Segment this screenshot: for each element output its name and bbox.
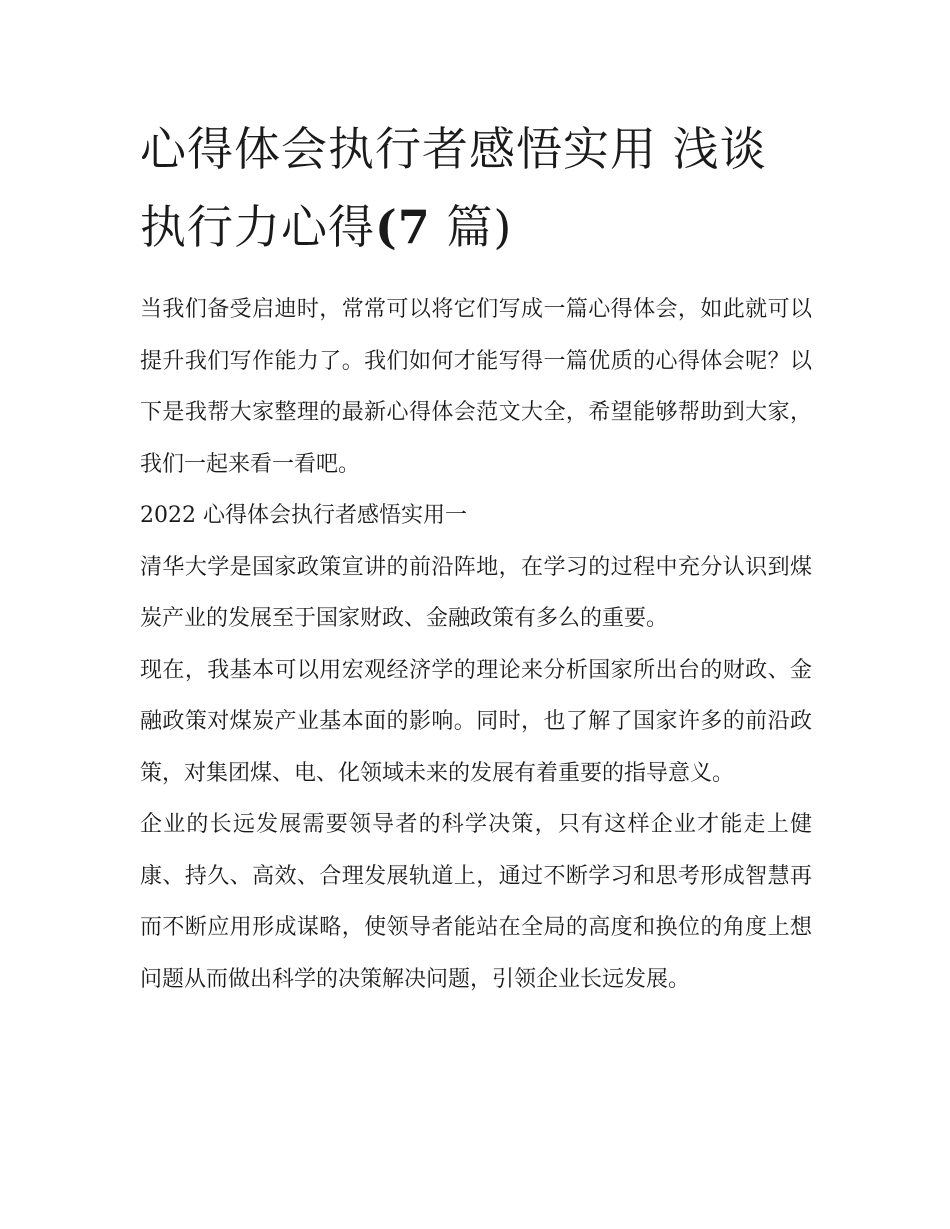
body-paragraph-2: 现在，我基本可以用宏观经济学的理论来分析国家所出台的财政、金融政策对煤炭产业基本面的影响。同时，也了解了国家许多的前沿政策，对集团煤、电、化领域未来的发展有着重要的指导意义。 (140, 657, 812, 786)
intro-paragraph: 当我们备受启迪时，常常可以将它们写成一篇心得体会，如此就可以提升我们写作能力了。我们如何才能写得一篇优质的心得体会呢？以下是我帮大家整理的最新心得体会范文大全，希望能够帮助到大家，我们一起来看一看吧。 (140, 297, 812, 477)
body-paragraph-1: 清华大学是国家政策宣讲的前沿阵地，在学习的过程中充分认识到煤炭产业的发展至于国家财政、金融政策有多么的重要。 (140, 554, 812, 631)
document-page (140, 110, 812, 1005)
title-count-close: 篇) (430, 200, 513, 254)
title-count-open: (7 (375, 200, 431, 254)
document-title (140, 110, 812, 266)
section-heading: 2022 心得体会执行者感悟实用一 (140, 503, 467, 528)
body-paragraph-3: 企业的长远发展需要领导者的科学决策，只有这样企业才能走上健康、持久、高效、合理发展轨道上，通过不断学习和思考形成智慧再而不断应用形成谋略，使领导者能站在全局的高度和换位的角度上想问题从而做出科学的决策解决问题，引领企业长远发展。 (140, 812, 812, 992)
title-text: 心得体会执行者感悟实用 浅谈执行力心得 (140, 122, 767, 254)
